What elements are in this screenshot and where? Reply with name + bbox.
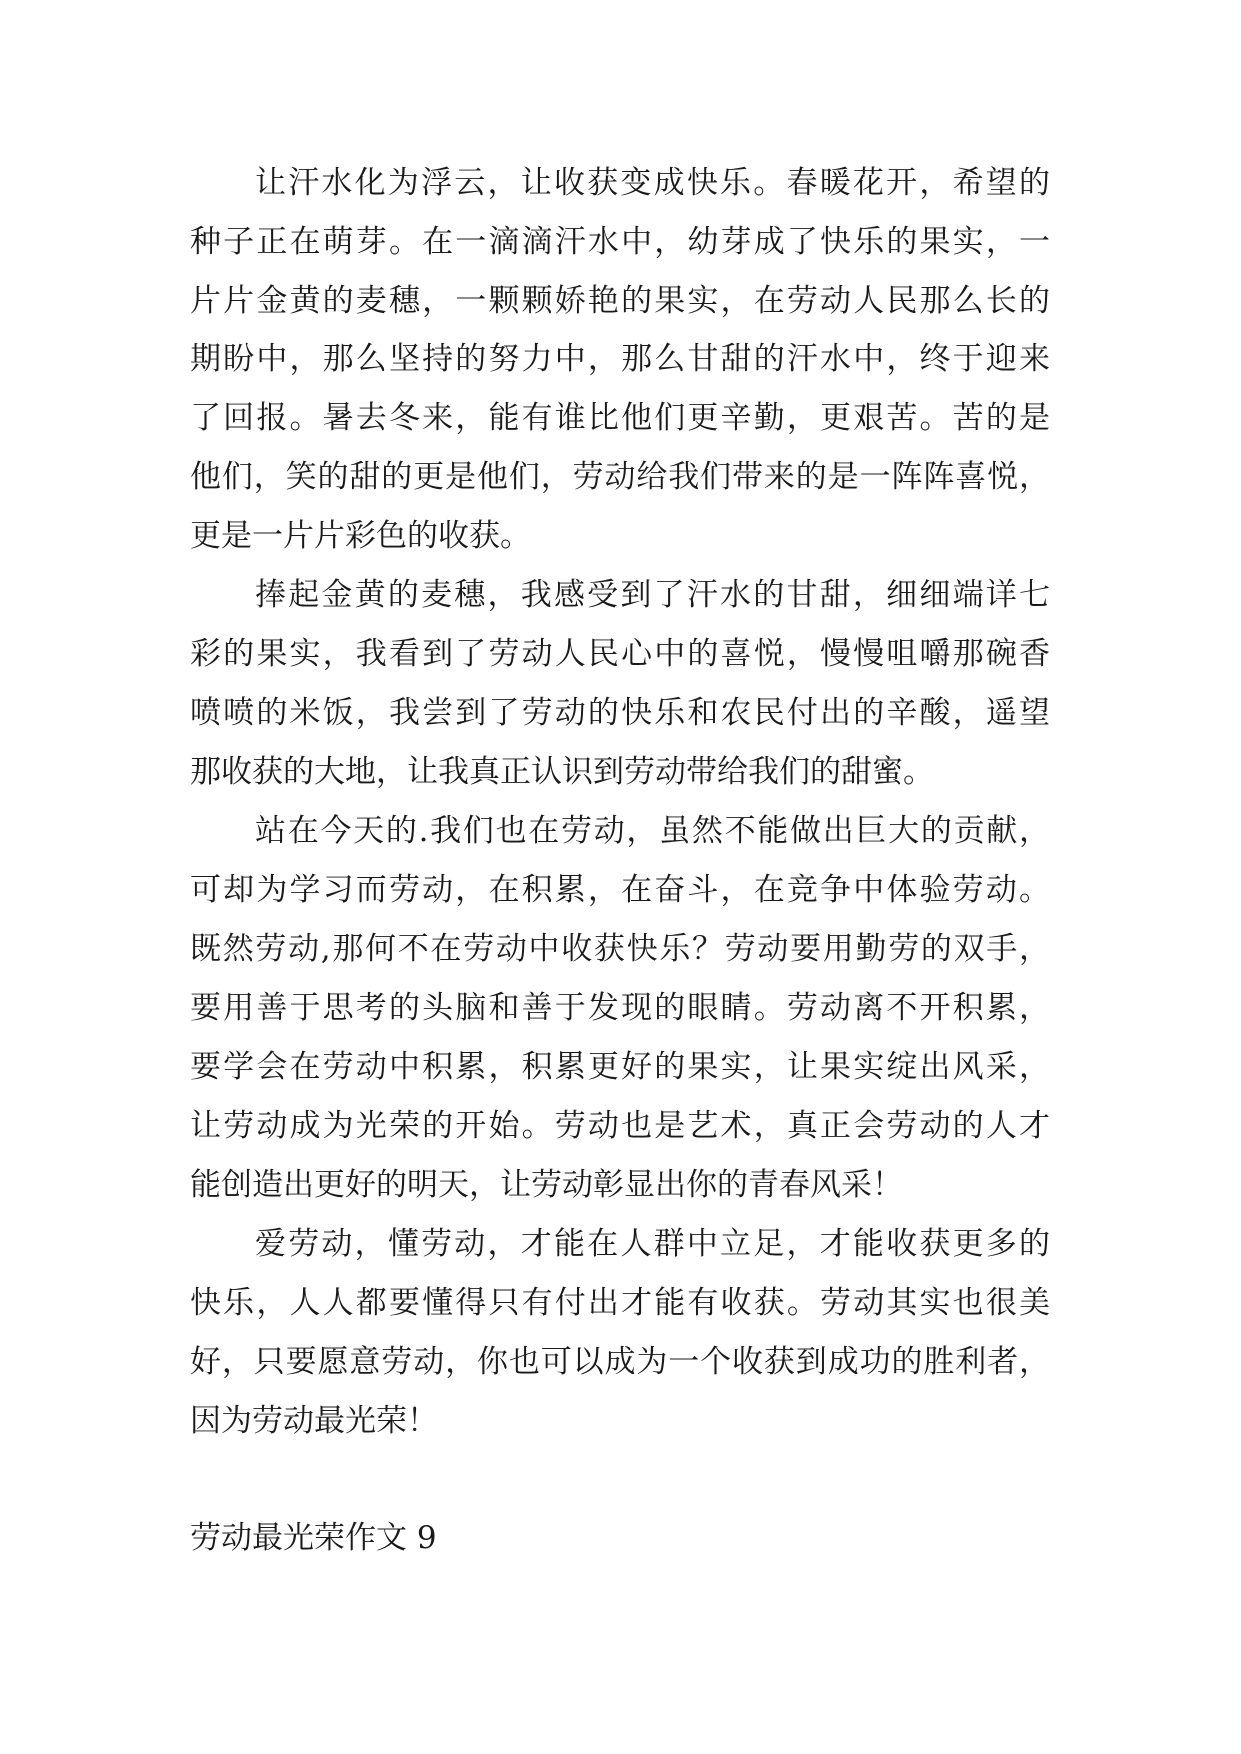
paragraph-line: 彩的果实，我看到了劳动人民心中的喜悦，慢慢咀嚼那碗香 <box>190 636 1050 672</box>
paragraph-line: 既然劳动,那何不在劳动中收获快乐？劳动要用勤劳的双手， <box>190 931 1050 967</box>
paragraph-line: 让劳动成为光荣的开始。劳动也是艺术，真正会劳动的人才 <box>190 1108 1050 1144</box>
paragraph-line: 期盼中，那么坚持的努力中，那么甘甜的汗水中，终于迎来 <box>190 341 1050 377</box>
paragraph-line: 好，只要愿意劳动，你也可以成为一个收获到成功的胜利者， <box>190 1344 1050 1380</box>
paragraph-line: 那收获的大地，让我真正认识到劳动带给我们的甜蜜。 <box>190 754 934 790</box>
paragraph-line: 要用善于思考的头脑和善于发现的眼睛。劳动离不开积累， <box>190 990 1050 1026</box>
paragraph-line: 喷喷的米饭，我尝到了劳动的快乐和农民付出的辛酸，遥望 <box>190 695 1050 731</box>
paragraph-line: 快乐，人人都要懂得只有付出才能有收获。劳动其实也很美 <box>190 1285 1050 1321</box>
paragraph-line: 站在今天的.我们也在劳动，虽然不能做出巨大的贡献， <box>255 813 1050 849</box>
paragraph-line: 捧起金黄的麦穗，我感受到了汗水的甘甜，细细端详七 <box>255 577 1050 613</box>
paragraph-line: 爱劳动，懂劳动，才能在人群中立足，才能收获更多的 <box>255 1226 1050 1262</box>
paragraph-line: 他们，笑的甜的更是他们，劳动给我们带来的是一阵阵喜悦， <box>190 459 1050 495</box>
paragraph-line: 因为劳动最光荣！ <box>190 1403 438 1439</box>
paragraph-line: 能创造出更好的明天，让劳动彰显出你的青春风采！ <box>190 1167 903 1203</box>
paragraph-line: 种子正在萌芽。在一滴滴汗水中，幼芽成了快乐的果实，一 <box>190 224 1050 260</box>
paragraph-line: 了回报。暑去冬来，能有谁比他们更辛勤，更艰苦。苦的是 <box>190 400 1050 436</box>
paragraph-line: 更是一片片彩色的收获。 <box>190 518 531 554</box>
paragraph-line: 片片金黄的麦穗，一颗颗娇艳的果实，在劳动人民那么长的 <box>190 283 1050 319</box>
paragraph-line: 要学会在劳动中积累，积累更好的果实，让果实绽出风采， <box>190 1049 1050 1085</box>
essay-heading: 劳动最光荣作文 9 <box>190 1520 437 1556</box>
paragraph-line: 可却为学习而劳动，在积累，在奋斗，在竞争中体验劳动。 <box>190 872 1050 908</box>
paragraph-line: 让汗水化为浮云，让收获变成快乐。春暖花开，希望的 <box>255 165 1050 201</box>
